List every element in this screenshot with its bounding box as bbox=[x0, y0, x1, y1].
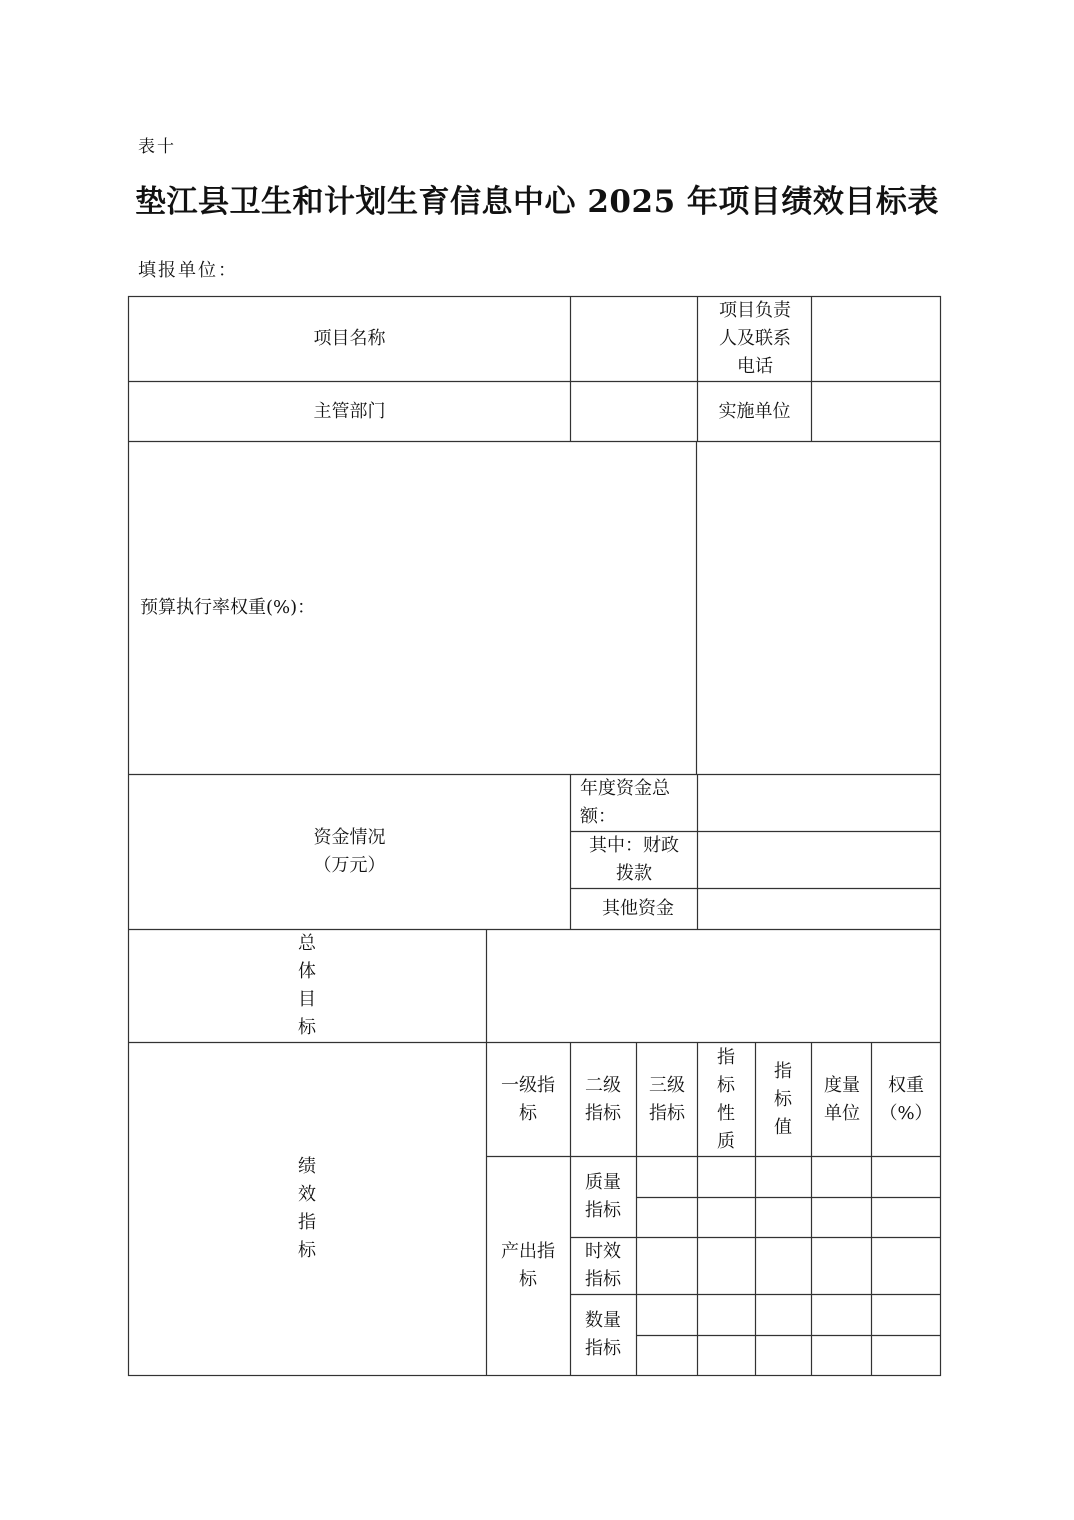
indicator-value-header: 指标值 bbox=[774, 1060, 792, 1138]
quantity-indicator-label: 数量指标 bbox=[585, 1310, 621, 1359]
funding-label-cell bbox=[129, 775, 570, 929]
department-label: 主管部门 bbox=[313, 400, 386, 422]
performance-indicators-label: 绩效指标 bbox=[298, 1156, 316, 1261]
budget-execution-rate-value[interactable] bbox=[697, 442, 940, 774]
other-funds-value[interactable] bbox=[698, 889, 940, 929]
project-name-label: 项目名称 bbox=[313, 328, 386, 349]
funding-label: 资金情况 bbox=[313, 827, 386, 848]
output-indicator-label: 产出指标 bbox=[501, 1241, 555, 1290]
project-leader-label: 项目负责人及联系电话 bbox=[719, 300, 791, 377]
level2-indicator-header: 二级指标 bbox=[585, 1074, 621, 1124]
project-leader-value[interactable] bbox=[812, 297, 940, 381]
implementing-unit-label: 实施单位 bbox=[718, 400, 791, 422]
level1-indicator-header: 一级指标 bbox=[501, 1074, 555, 1124]
overall-goal-value[interactable] bbox=[487, 930, 940, 1042]
department-value[interactable] bbox=[571, 382, 697, 441]
indicator-nature-header: 指标性质 bbox=[717, 1046, 735, 1152]
funding-unit: （万元） bbox=[313, 855, 386, 876]
table-number-tag: 表十 bbox=[138, 137, 176, 157]
fiscal-allocation-label: 其中：财政拨款 bbox=[589, 835, 679, 884]
project-name-value[interactable] bbox=[571, 297, 697, 381]
fiscal-allocation-value[interactable] bbox=[698, 832, 940, 888]
weight-header: 权重（%） bbox=[879, 1074, 933, 1124]
budget-execution-rate-label: 预算执行率权重(%)： bbox=[140, 597, 316, 618]
annual-total-value[interactable] bbox=[698, 775, 940, 831]
timeliness-indicator-label: 时效指标 bbox=[585, 1241, 621, 1290]
document-title: 垫江县卫生和计划生育信息中心 2025 年项目绩效目标表 bbox=[135, 184, 939, 220]
quality-indicator-label: 质量指标 bbox=[585, 1172, 621, 1221]
filing-unit-label: 填报单位： bbox=[138, 260, 238, 281]
overall-goal-label: 总体目标 bbox=[298, 933, 316, 1038]
annual-total-label: 年度资金总额： bbox=[580, 778, 670, 827]
implementing-unit-value[interactable] bbox=[812, 382, 940, 441]
measure-unit-header: 度量单位 bbox=[824, 1074, 860, 1124]
other-funds-label: 其他资金 bbox=[602, 898, 674, 919]
level3-indicator-header: 三级指标 bbox=[649, 1074, 685, 1124]
